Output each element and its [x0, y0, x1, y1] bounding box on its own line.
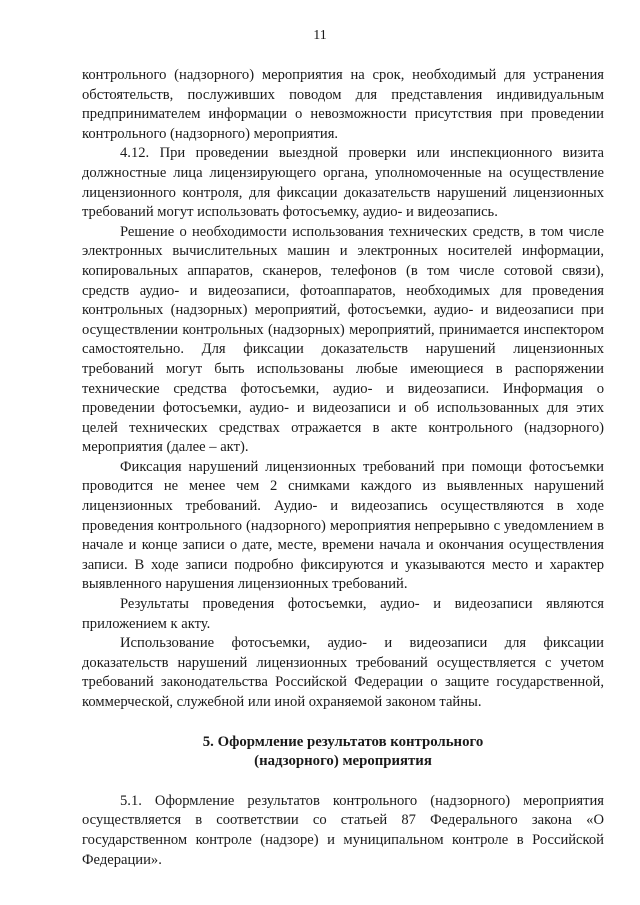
document-body	[82, 66, 604, 870]
page-number: 11	[313, 28, 327, 43]
paragraph-photo-fixation: Фиксация нарушений лицензионных требований при помощи фотосъемки проводится не менее чем 2 снимками каждого из выявленных нарушений лицензионных требований. Аудио- и видеозапись осуществляются в ходе проведения контрольного (надзорного) мероприятия непрерывно с уведомлением в начале и конце записи о дате, месте, времени начала и окончания осуществления записи. В ходе записи подробно фиксируются и указываются место и характер выявленного нарушения лицензионных требований.	[82, 458, 604, 593]
section-5-heading	[82, 733, 604, 772]
paragraph-technical-means: Решение о необходимости использования технических средств, в том числе электронных вычислительных машин и электронных носителей информации, копировальных аппаратов, сканеров, телефонов (в том числе сотовой связи), средств аудио- и видеозаписи, фотоаппаратов, необходимых для проведения контрольных (надзорных) мероприятий, фотосъемки, аудио- и видеозаписи при осуществлении контрольных (надзорных) мероприятий, принимается инспектором самостоятельно. Для фиксации доказательств нарушений лицензионных требований могут быть использованы любые имеющиеся в распоряжении технические средства фотосъемки, аудио- и видеозаписи. Информация о проведении фотосъемки, аудио- и видеозаписи и об использованных для этих целей технических средствах отражается в акте контрольного (надзорного) мероприятия (далее – акт).	[82, 223, 604, 456]
paragraph-continuation: контрольного (надзорного) мероприятия на срок, необходимый для устранения обстоятельств, послуживших поводом для представления индивидуальным предпринимателем информации о невозможности присутствия при проведении контрольного (надзорного) мероприятия.	[82, 67, 604, 142]
paragraph-results-attachment: Результаты проведения фотосъемки, аудио- и видеозаписи являются приложением к акту.	[82, 596, 604, 632]
paragraph-4-12: 4.12. При проведении выездной проверки или инспекционного визита должностные лица лицензирующего органа, уполномоченные на осуществление лицензионного контроля, для фиксации доказательств нарушений лицензионных требований могут использовать фотосъемку, аудио- и видеозапись.	[82, 145, 604, 221]
section-5-heading-line-2: (надзорного) мероприятия	[254, 753, 432, 770]
paragraph-5-1: 5.1. Оформление результатов контрольного (надзорного) мероприятия осуществляется в соответствии со статьей 87 Федерального закона «О государственном контроле (надзоре) и муниципальном контроле в Российской Федерации».	[82, 792, 604, 868]
paragraph-confidentiality: Использование фотосъемки, аудио- и видеозаписи для фиксации доказательств нарушений лицензионных требований осуществляется с учетом требований законодательства Российской Федерации о защите государственной, коммерческой, служебной или иной охраняемой законом тайны.	[82, 635, 604, 710]
section-5-heading-line-1: 5. Оформление результатов контрольного	[202, 733, 484, 750]
